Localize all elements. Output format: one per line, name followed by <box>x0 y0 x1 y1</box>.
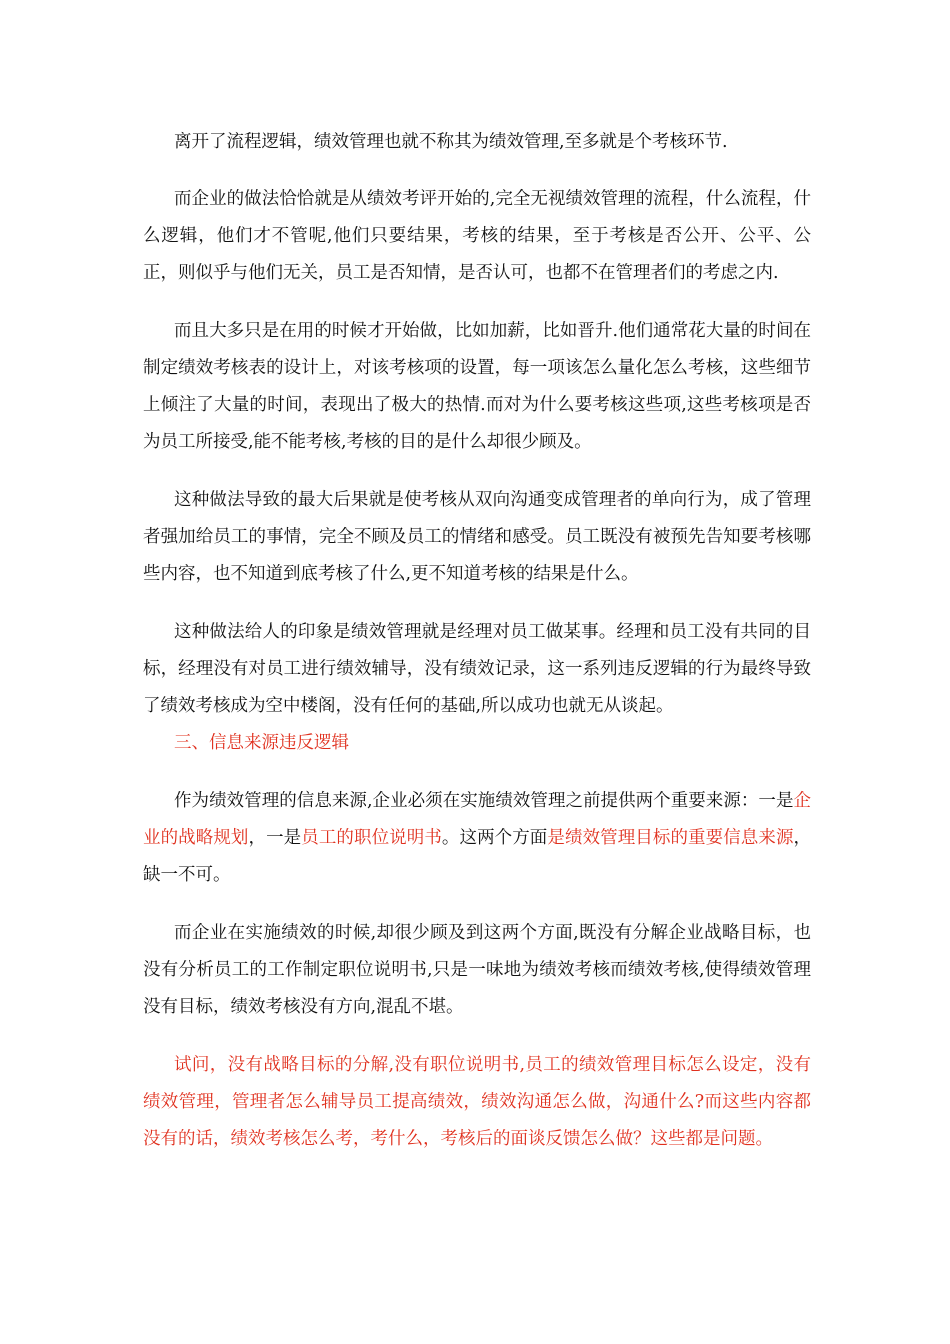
section-heading-info-sources: 三、信息来源违反逻辑 <box>174 733 349 753</box>
document-page <box>143 124 811 1158</box>
paragraph-closing-question: 试问，没有战略目标的分解,没有职位说明书,员工的绩效管理目标怎么设定，没有绩效管理，管理者怎么辅导员工提高绩效，绩效沟通怎么做，沟通什么?而这些内容都没有的话，绩效考核怎么考，考什么，考核后的面谈反馈怎么做？这些都是问题。 <box>143 1055 811 1149</box>
paragraph-neglect-sources: 而企业在实施绩效的时候,却很少顾及到这两个方面,既没有分解企业战略目标，也没有分析员工的工作制定职位说明书,只是一味地为绩效考核而绩效考核,使得绩效管理没有目标，绩效考核没有方向,混乱不堪。 <box>143 923 811 1017</box>
paragraph-impression: 这种做法给人的印象是绩效管理就是经理对员工做某事。经理和员工没有共同的目标，经理没有对员工进行绩效辅导，没有绩效记录，这一系列违反逻辑的行为最终导致了绩效考核成为空中楼阁，没有任何的基础,所以成功也就无从谈起。 <box>143 622 811 716</box>
paragraph-enterprise-practice: 而企业的做法恰恰就是从绩效考评开始的,完全无视绩效管理的流程，什么流程，什么逻辑，他们才不管呢,他们只要结果，考核的结果，至于考核是否公开、公平、公正，则似乎与他们无关，员工是否知情，是否认可，也都不在管理者们的考虑之内. <box>143 189 811 283</box>
paragraph-process-logic: 离开了流程逻辑，绩效管理也就不称其为绩效管理,至多就是个考核环节. <box>174 132 728 152</box>
sources-text-1: 作为绩效管理的信息来源,企业必须在实施绩效管理之前提供两个重要来源：一是 <box>174 791 794 811</box>
sources-text-3: 。这两个方面 <box>441 828 548 848</box>
highlight-job-description: 员工的职位说明书 <box>301 828 442 848</box>
paragraph-one-way-consequence: 这种做法导致的最大后果就是使考核从双向沟通变成管理者的单向行为，成了管理者强加给员工的事情，完全不顾及员工的情绪和感受。员工既没有被预先告知要考核哪些内容，也不知道到底考核了什么,更不知道考核的结果是什么。 <box>143 490 811 584</box>
highlight-important-source: 是绩效管理目标的重要信息来源 <box>547 828 794 848</box>
sources-text-4: ，缺一不可。 <box>143 828 812 885</box>
paragraph-info-sources <box>143 783 811 894</box>
paragraph-design-focus: 而且大多只是在用的时候才开始做，比如加薪，比如晋升.他们通常花大量的时间在制定绩效考核表的设计上，对该考核项的设置，每一项该怎么量化怎么考核，这些细节上倾注了大量的时间，表现出了极大的热情.而对为什么要考核这些项,这些考核项是否为员工所接受,能不能考核,考核的目的是什么却很少顾及。 <box>143 321 811 452</box>
highlight-strategy-plan: 企业的战略规划 <box>143 791 811 848</box>
sources-text-2: ，一是 <box>248 828 302 848</box>
